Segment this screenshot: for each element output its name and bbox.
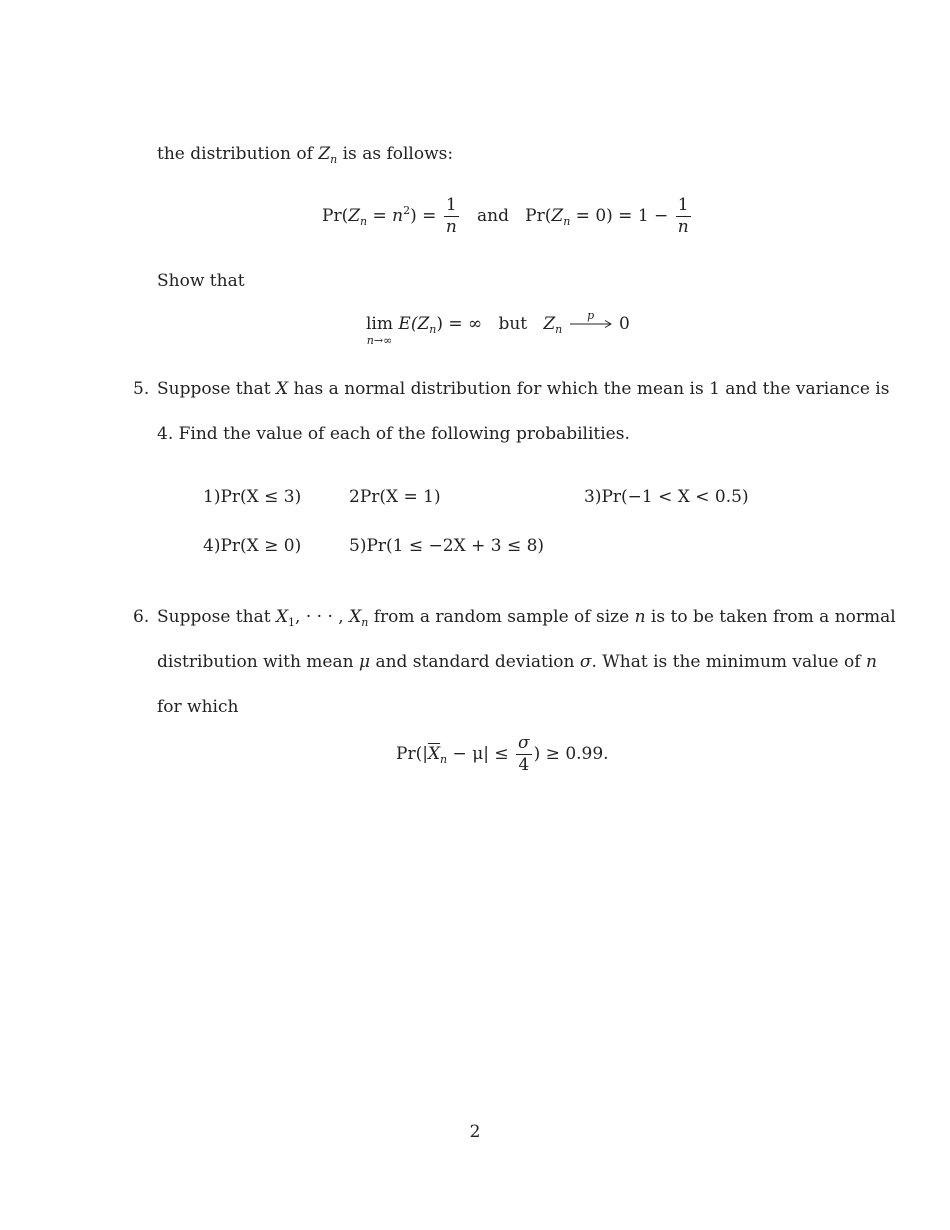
eq1-and: and: [476, 206, 509, 226]
q6-eq-xbar-sub: n: [440, 753, 448, 766]
q5-line-2: 4. Find the value of each of the following probabilities.: [157, 424, 630, 444]
q6-x1: X: [275, 607, 289, 627]
eq2-z-sub: n: [555, 323, 563, 336]
eq1-frac2-num: 1: [676, 197, 691, 217]
q6-equation: [396, 735, 609, 774]
eq1-left-var: Z: [348, 206, 361, 226]
q6-sigma: σ: [579, 652, 592, 672]
show-that: Show that: [157, 271, 245, 291]
q5-item-1: 1)Pr(X ≤ 3): [203, 487, 302, 507]
q5-number: 5.: [133, 379, 150, 399]
q5-item-2: 2Pr(X = 1): [349, 487, 441, 507]
q5-item-3: 3)Pr(−1 < X < 0.5): [584, 487, 749, 507]
q6-frac-num: σ: [518, 733, 530, 753]
q6-eq-mid: − μ| ≤: [447, 744, 509, 764]
q6-line-1: [157, 609, 896, 628]
q6-line-3: for which: [157, 697, 239, 717]
q6-eq-pre: Pr(|: [396, 744, 428, 764]
q5-item-5: 5)Pr(1 ≤ −2X + 3 ≤ 8): [349, 536, 545, 556]
eq1-frac-den: n: [445, 217, 457, 237]
eq1-left-sub: n: [360, 215, 368, 228]
q6-line1-b: from a random sample of size: [373, 607, 630, 627]
q6-line1-a: Suppose that: [157, 607, 271, 627]
eq2-expr-pre: E(: [398, 314, 418, 334]
eq1-right-pre: Pr(: [525, 206, 552, 226]
eq1-left-exp: 2: [403, 204, 411, 217]
eq1-left-pre: Pr(: [322, 206, 349, 226]
eq2-but: but: [498, 314, 528, 334]
equation-limit: [366, 309, 630, 347]
eq2-target: 0: [619, 314, 630, 334]
q6-line1-c: is to be taken from a normal: [650, 607, 896, 627]
limit-operator: [366, 316, 393, 346]
lim-subscript: n→∞: [366, 334, 393, 347]
intro-var: Z: [318, 144, 331, 164]
page-number: 2: [469, 1122, 481, 1142]
q5-item-4: 4)Pr(X ≥ 0): [203, 536, 302, 556]
q5-line1-var: X: [275, 379, 289, 399]
eq1-right-var: Z: [551, 206, 564, 226]
eq2-z: Z: [543, 314, 556, 334]
eq2-expr-post: ) = ∞: [436, 314, 483, 334]
q6-dots: , · · · ,: [295, 607, 344, 627]
q6-line1-n: n: [634, 607, 646, 627]
q6-line2-n: n: [865, 652, 877, 672]
intro-text: the distribution of: [157, 144, 313, 164]
q6-line-2: [157, 654, 877, 671]
eq1-frac-num: 1: [444, 197, 459, 217]
q6-x1-sub: 1: [288, 616, 296, 629]
q5-line1-a: Suppose that: [157, 379, 271, 399]
eq1-right-sub: n: [563, 215, 571, 228]
q6-line2-a: distribution with mean: [157, 652, 354, 672]
q6-line2-c: . What is the minimum value of: [591, 652, 861, 672]
eq1-fraction-2: [676, 197, 691, 236]
eq1-left-post: ) =: [410, 206, 442, 226]
q6-xn: X: [349, 607, 362, 627]
q6-eq-fraction: [516, 735, 532, 774]
eq1-fraction: [444, 197, 459, 236]
q6-frac-den: 4: [518, 755, 530, 775]
eq2-expr-var: Z: [417, 314, 430, 334]
arrow-label: p: [587, 309, 595, 322]
convergence-arrow-icon: [568, 310, 614, 329]
q6-xn-sub: n: [361, 616, 369, 629]
q6-eq-xbar: $\overline{X}$: [427, 744, 441, 764]
intro-line: [157, 146, 453, 165]
lim-text: lim: [366, 314, 393, 334]
intro-tail: is as follows:: [342, 144, 454, 164]
q6-eq-post: ) ≥ 0.99.: [533, 744, 609, 764]
eq1-left-n: n: [392, 206, 404, 226]
eq1-left-mid: =: [367, 206, 393, 226]
eq2-expr-sub: n: [429, 323, 437, 336]
q5-line1-b: has a normal distribution for which the mean is 1 and the variance is: [293, 379, 890, 399]
eq1-right-post: = 0) = 1 −: [570, 206, 669, 226]
q6-line2-b: and standard deviation: [375, 652, 575, 672]
intro-var-sub: n: [330, 153, 338, 166]
equation-distribution: [322, 197, 693, 236]
q6-mu: μ: [358, 652, 371, 672]
q6-number: 6.: [133, 607, 150, 627]
eq1-frac2-den: n: [677, 217, 689, 237]
q5-line-1: [157, 381, 889, 398]
